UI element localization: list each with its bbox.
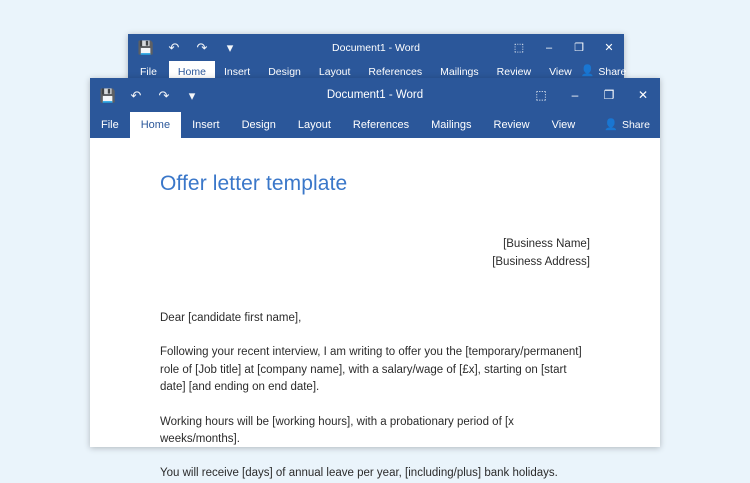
save-icon[interactable]: 💾 [137, 40, 155, 55]
tab-mailings[interactable]: Mailings [440, 65, 479, 78]
redo-icon[interactable]: ↷ [196, 40, 208, 55]
tab-review[interactable]: Review [496, 65, 532, 78]
person-icon: 👤 [580, 65, 595, 77]
close-icon[interactable]: ✕ [637, 88, 649, 102]
tab-insert[interactable]: Insert [223, 65, 251, 78]
tab-review[interactable]: Review [493, 119, 530, 131]
redo-icon[interactable]: ↷ [158, 87, 170, 103]
tab-home[interactable]: Home [169, 61, 215, 82]
share-button[interactable] [604, 112, 660, 138]
business-details-block [160, 236, 590, 272]
quick-access-toolbar[interactable] [128, 34, 238, 61]
tab-layout[interactable]: Layout [297, 119, 331, 131]
tab-design[interactable]: Design [268, 65, 301, 78]
word-window-background[interactable] [128, 34, 627, 82]
tab-layout[interactable]: Layout [318, 65, 351, 78]
share-label: Share [621, 119, 650, 131]
document-heading: Offer letter template [160, 172, 348, 195]
quick-access-toolbar[interactable] [90, 78, 200, 112]
tab-file[interactable]: File [101, 119, 119, 131]
document-title: Document1 - Word [332, 41, 420, 54]
paragraph-annual-leave: You will receive [days] of annual leave per year, [including/plus] bank holidays. [160, 467, 558, 480]
person-icon: 👤 [604, 118, 618, 131]
title-bar[interactable] [90, 78, 660, 112]
tab-references[interactable]: References [368, 65, 423, 78]
undo-icon[interactable]: ↶ [168, 40, 180, 55]
close-icon[interactable]: ✕ [604, 42, 614, 54]
business-name: [Business Name] [503, 238, 590, 250]
ribbon-display-options-icon[interactable]: ⬚ [535, 88, 547, 102]
undo-icon[interactable]: ↶ [130, 87, 142, 103]
tab-insert[interactable]: Insert [192, 119, 220, 131]
save-icon[interactable]: 💾 [99, 87, 117, 103]
salutation: Dear [candidate first name], [160, 311, 302, 324]
tab-view[interactable]: View [549, 65, 572, 78]
business-address: [Business Address] [492, 255, 590, 268]
customize-quick-access-toolbar-icon[interactable]: ▾ [226, 40, 234, 55]
tab-view[interactable]: View [551, 119, 576, 131]
paragraph-working-hours: Working hours will be [working hours], with a probationary period of [x weeks/months]. [160, 415, 514, 445]
tab-design[interactable]: Design [241, 119, 276, 131]
tab-file[interactable]: File [140, 65, 157, 78]
word-window-foreground[interactable] [90, 78, 660, 480]
title-bar[interactable] [128, 34, 624, 61]
ribbon-display-options-icon[interactable]: ⬚ [513, 42, 525, 54]
document-page[interactable] [90, 138, 660, 483]
document-canvas[interactable] [90, 138, 660, 480]
window-controls[interactable] [524, 78, 660, 112]
customize-quick-access-toolbar-icon[interactable]: ▾ [188, 87, 196, 103]
restore-icon[interactable]: ❐ [603, 88, 615, 102]
tab-references[interactable]: References [352, 119, 410, 131]
window-controls[interactable] [504, 34, 624, 61]
restore-icon[interactable]: ❐ [574, 42, 584, 54]
ribbon-tab-bar[interactable] [90, 112, 660, 138]
tab-home[interactable]: Home [130, 112, 181, 138]
document-title: Document1 - Word [326, 89, 424, 101]
minimize-icon[interactable]: – [571, 88, 579, 102]
paragraph-offer-details: Following your recent interview, I am writing to offer you the [temporary/permanent] role of [Job title] at [company name], with a salary/wage of [£x], starting on [start date] [and ending on end date]. [160, 346, 582, 394]
share-label: Share [598, 65, 627, 78]
minimize-icon[interactable]: – [545, 41, 553, 54]
tab-mailings[interactable]: Mailings [431, 119, 472, 131]
